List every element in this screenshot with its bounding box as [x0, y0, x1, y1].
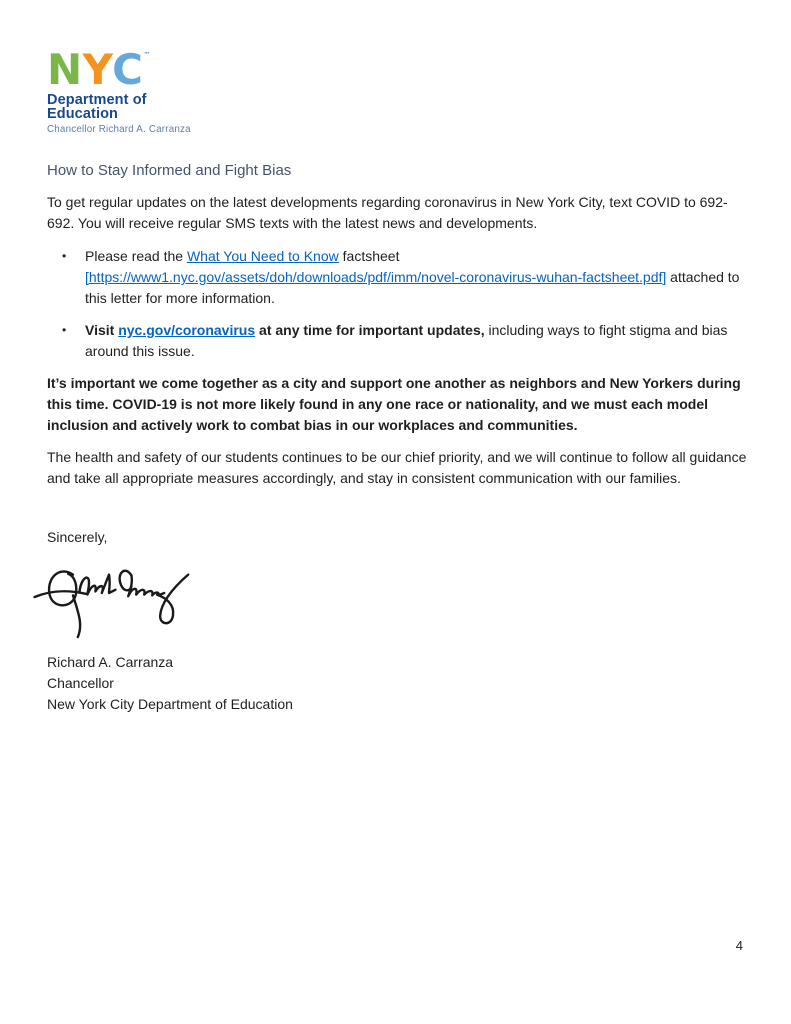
nyc-logo-letter-n: N	[47, 45, 83, 94]
bullet1-text-middle: factsheet	[338, 248, 400, 265]
nyc-logo-letters	[47, 45, 747, 94]
bullet-icon: •	[62, 323, 67, 338]
bullet1-text-before: Please read the	[85, 248, 187, 265]
bullet2-bold-before: Visit	[85, 322, 119, 339]
list-item	[47, 320, 747, 362]
trademark-symbol: ™	[143, 51, 151, 59]
letter-content	[47, 45, 747, 715]
signer-title: Chancellor	[47, 675, 114, 692]
bold-paragraph: It’s important we come together as a city and support one another as neighbors and New Yorkers during this time. COVID-19 is not more likely found in any one race or nationality, and we must each model inclusion and actively work to combat bias in our workplaces and communities.	[47, 375, 741, 434]
logo-department-line2: Education	[47, 106, 118, 123]
factsheet-link[interactable]: What You Need to Know	[186, 248, 339, 265]
intro-paragraph: To get regular updates on the latest developments regarding coronavirus in New York City, text COVID to 692-692. You will receive regular SMS texts with the latest news and developments.	[47, 194, 728, 232]
bullet2-body	[85, 320, 747, 362]
signature-image	[33, 552, 747, 644]
signer-name: Richard A. Carranza	[47, 654, 174, 671]
list-item	[47, 246, 747, 309]
bullet1-text-after: attached to this letter for more information.	[85, 269, 740, 307]
factsheet-url-link[interactable]: [https://www1.nyc.gov/assets/doh/downloads/pdf/imm/novel-coronavirus-wuhan-factsheet.pdf]	[85, 269, 667, 286]
page-number: 4	[735, 938, 743, 953]
nyc-logo-letter-y: Y	[82, 45, 113, 94]
logo-department-line1: Department of	[47, 91, 147, 108]
logo-chancellor-line: Chancellor Richard A. Carranza	[47, 124, 191, 136]
signer-organization: New York City Department of Education	[47, 696, 293, 713]
bullet2-bold-after: at any time for important updates,	[255, 322, 485, 339]
nyc-doe-logo	[47, 45, 747, 136]
bullet-icon: •	[62, 249, 67, 264]
bullet-list	[47, 246, 747, 362]
closing-paragraph: The health and safety of our students continues to be our chief priority, and we will continue to follow all guidance and take all appropriate measures accordingly, and stay in consistent communication with our families.	[47, 449, 747, 487]
coronavirus-link[interactable]: nyc.gov/coronavirus	[118, 322, 256, 339]
nyc-logo-letter-c: C	[112, 45, 144, 94]
section-heading: How to Stay Informed and Fight Bias	[47, 162, 292, 180]
logo-department-text	[47, 93, 747, 123]
signature-block	[47, 652, 747, 715]
bullet1-body	[85, 246, 747, 309]
salutation: Sincerely,	[47, 529, 108, 546]
bullet2-text-after: including ways to fight stigma and bias around this issue.	[85, 322, 728, 360]
